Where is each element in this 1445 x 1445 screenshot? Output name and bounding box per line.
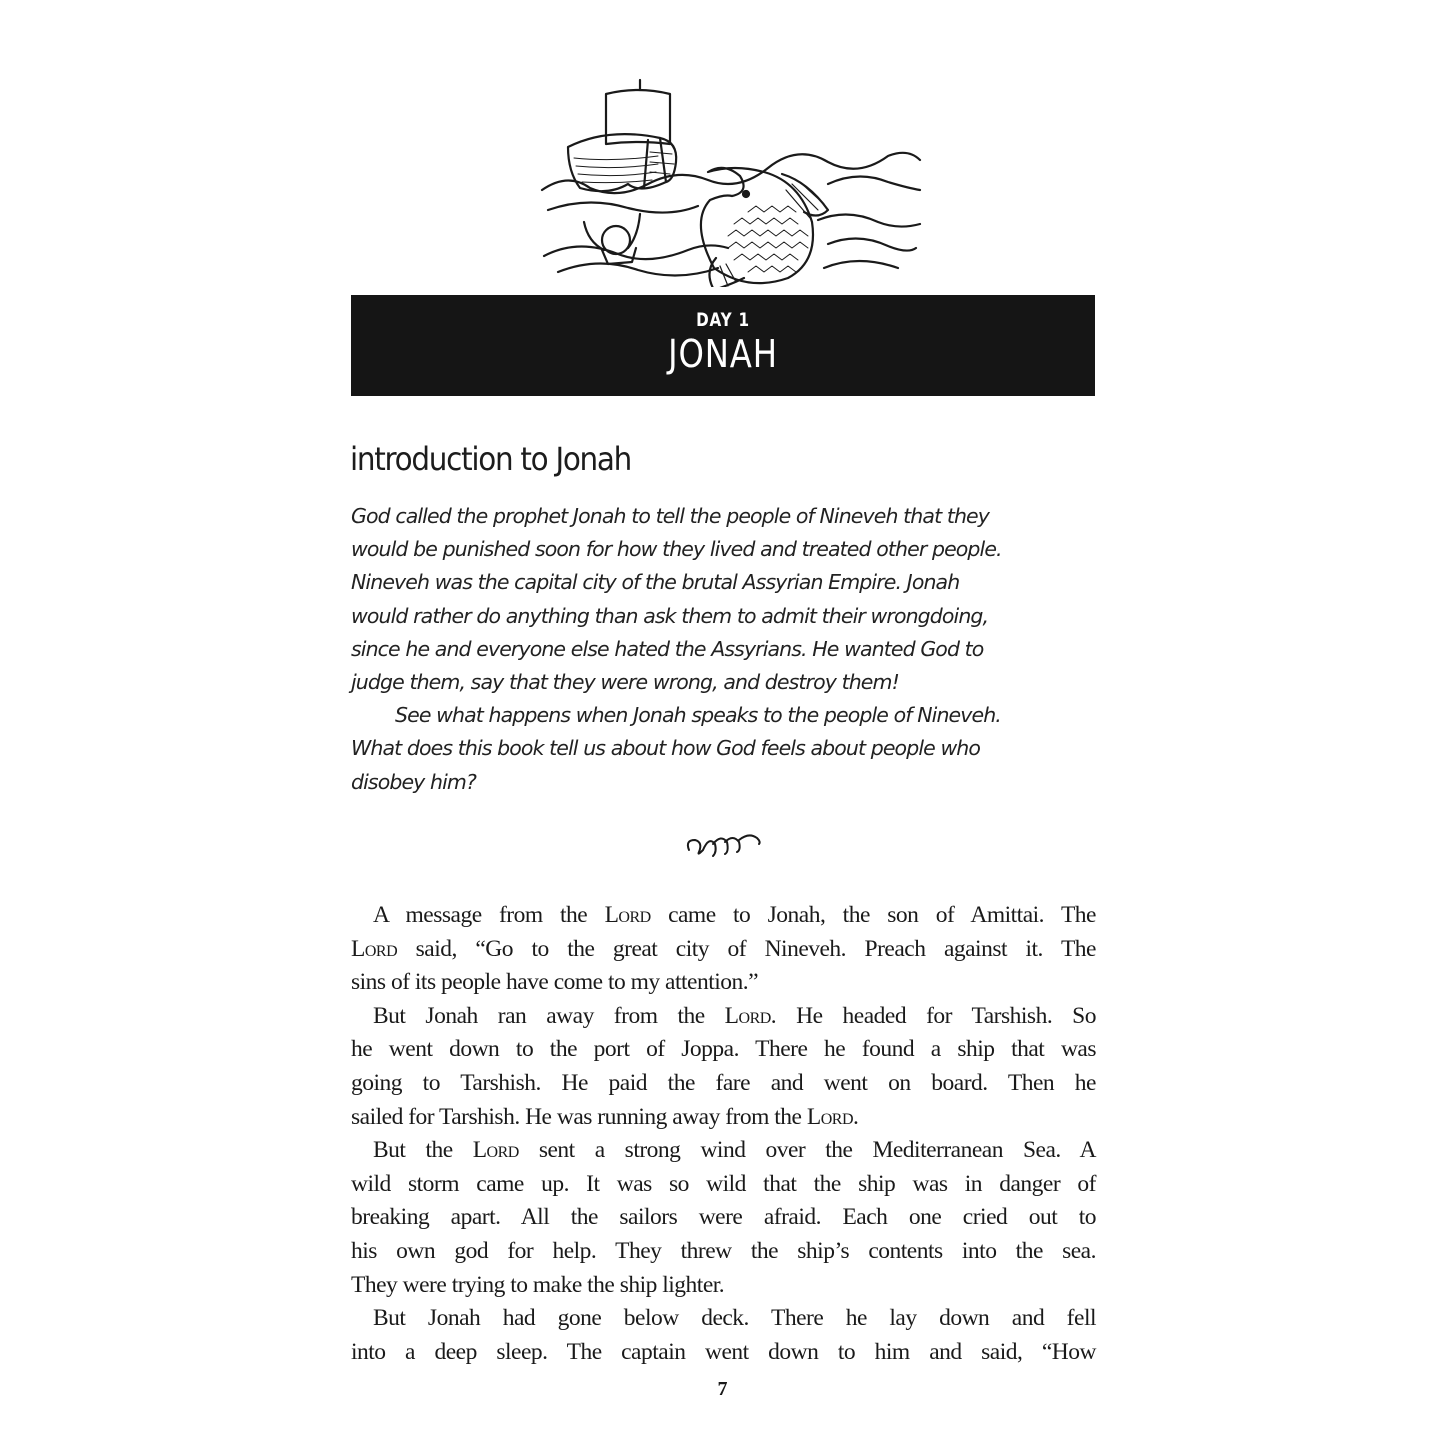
scripture-text-segment: he went down to the port of Joppa. There he found a ship that was bbox=[351, 1036, 1096, 1063]
intro-line: See what happens when Jonah speaks to the people of Nineveh. bbox=[395, 703, 1001, 728]
scripture-line bbox=[351, 966, 1096, 1000]
scripture-line bbox=[351, 1033, 1096, 1067]
scripture-text-segment: his own god for help. They threw the ship’s contents into the sea. bbox=[351, 1237, 1096, 1264]
scripture-text-segment: . bbox=[853, 1103, 859, 1130]
intro-text bbox=[351, 500, 1096, 799]
chapter-banner bbox=[351, 295, 1095, 396]
divine-name-small-caps: Lord bbox=[724, 1002, 771, 1029]
book-title: JONAH bbox=[668, 332, 778, 376]
scripture-text-segment: sins of its people have come to my attention.” bbox=[351, 969, 759, 996]
scripture-line bbox=[351, 1235, 1096, 1269]
scripture-text-segment: A message from the bbox=[373, 902, 605, 928]
intro-line: would rather do anything than ask them to admit their wrongdoing, bbox=[351, 603, 989, 628]
scripture-text bbox=[351, 899, 1096, 1369]
scripture-line bbox=[351, 1101, 1096, 1135]
scripture-text-segment: But the bbox=[373, 1137, 473, 1164]
scripture-text-segment: But Jonah ran away from the bbox=[373, 1002, 725, 1029]
scripture-line bbox=[351, 899, 1096, 933]
scripture-text-segment: said, “Go to the great city of Nineveh. Preach against it. The bbox=[397, 935, 1096, 962]
scripture-text-segment: into a deep sleep. The captain went down to him and said, “How bbox=[351, 1338, 1096, 1365]
scripture-text-segment: breaking apart. All the sailors were afraid. Each one cried out to bbox=[351, 1204, 1096, 1231]
scripture-line bbox=[351, 1269, 1096, 1303]
intro-line: What does this book tell us about how God feels about people who bbox=[351, 736, 981, 761]
divine-name-small-caps: Lord bbox=[472, 1137, 519, 1164]
intro-line: since he and everyone else hated the Assyrians. He wanted God to bbox=[351, 636, 984, 661]
scripture-line bbox=[351, 1336, 1096, 1370]
scripture-text-segment: . He headed for Tarshish. So bbox=[770, 1002, 1096, 1029]
scripture-line bbox=[351, 933, 1096, 967]
intro-line: Nineveh was the capital city of the brutal Assyrian Empire. Jonah bbox=[351, 570, 960, 595]
ship-and-fish-illustration bbox=[528, 72, 923, 287]
intro-line: God called the prophet Jonah to tell the people of Nineveh that they bbox=[351, 504, 989, 528]
scripture-text-segment: They were trying to make the ship lighter. bbox=[351, 1271, 725, 1298]
intro-line: would be punished soon for how they lived and treated other people. bbox=[351, 537, 1002, 562]
scripture-text-segment: But Jonah had gone below deck. There he lay down and fell bbox=[373, 1305, 1096, 1332]
intro-line: judge them, say that they were wrong, and destroy them! bbox=[351, 670, 899, 695]
scripture-line bbox=[351, 1168, 1096, 1202]
intro-paragraph-2 bbox=[351, 699, 1096, 799]
day-label: DAY 1 bbox=[696, 309, 750, 331]
intro-line: disobey him? bbox=[351, 769, 476, 794]
flourish-ornament-icon bbox=[683, 830, 765, 860]
scripture-line bbox=[351, 1067, 1096, 1101]
scripture-line bbox=[351, 1134, 1096, 1168]
intro-heading: introduction to Jonah bbox=[350, 440, 632, 478]
scripture-line bbox=[351, 1201, 1096, 1235]
divine-name-small-caps: Lord bbox=[604, 902, 651, 928]
scripture-line bbox=[351, 1000, 1096, 1034]
scripture-text-segment: sent a strong wind over the Mediterranean Sea. A bbox=[518, 1137, 1096, 1164]
divine-name-small-caps: Lord bbox=[806, 1103, 853, 1130]
scripture-text-segment: sailed for Tarshish. He was running away from the bbox=[351, 1103, 807, 1130]
intro-paragraph-1 bbox=[351, 500, 1096, 699]
scripture-text-segment: going to Tarshish. He paid the fare and went on board. Then he bbox=[351, 1069, 1096, 1096]
divine-name-small-caps: Lord bbox=[351, 935, 398, 962]
page-number: 7 bbox=[717, 1378, 728, 1400]
scripture-text-segment: came to Jonah, the son of Amittai. The bbox=[650, 902, 1096, 928]
scripture-text-segment: wild storm came up. It was so wild that the ship was in danger of bbox=[351, 1170, 1096, 1197]
scripture-line bbox=[351, 1302, 1096, 1336]
